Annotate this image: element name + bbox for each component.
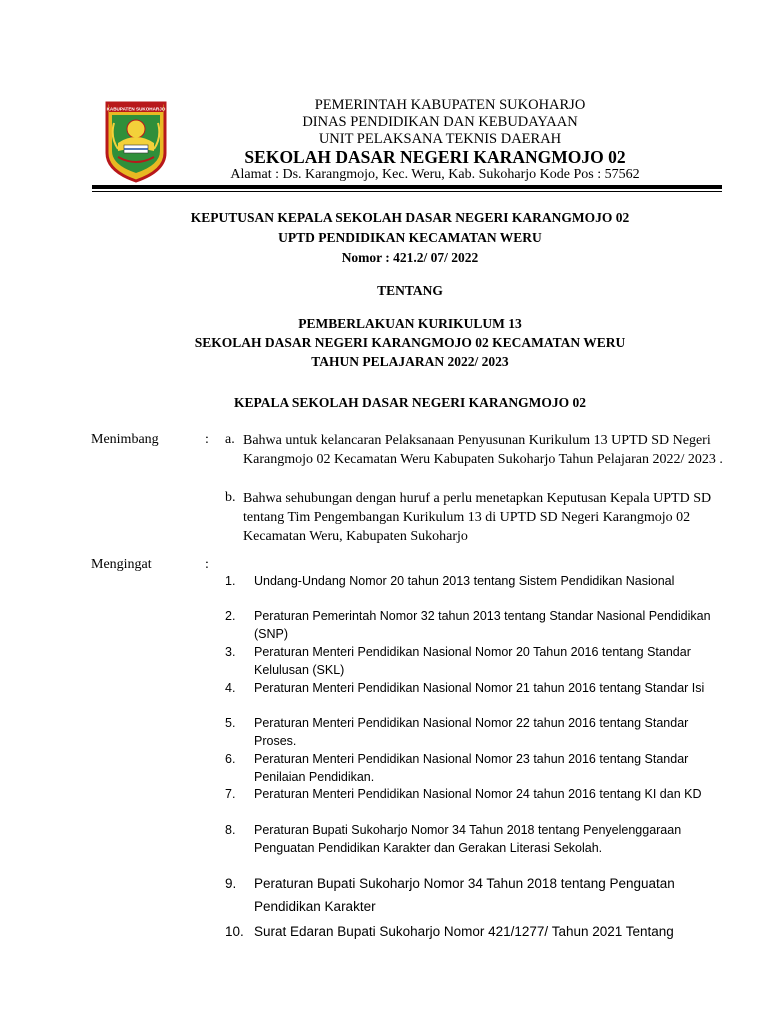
menimbang-letter: b. <box>225 490 236 505</box>
decree-subject-line2: SEKOLAH DASAR NEGERI KARANGMOJO 02 KECAMATAN WERU <box>194 335 626 350</box>
menimbang-item: Bahwa sehubungan dengan huruf a perlu menetapkan Keputusan Kepala UPTD SD tentang Tim Pengembangan Kurikulum 13 di UPTD SD Negeri Karangmojo 02 Kecamatan Weru, Kabupaten Sukoharjo <box>243 491 712 544</box>
mengingat-label: Mengingat <box>91 557 152 572</box>
decree-subject-line3: TAHUN PELAJARAN 2022/ 2023 <box>311 354 509 369</box>
mengingat-item: Peraturan Pemerintah Nomor 32 tahun 2013 tentang Standar Nasional Pendidikan (SNP) <box>254 609 711 641</box>
mengingat-number: 8. <box>225 823 236 837</box>
decree-issuer: KEPALA SEKOLAH DASAR NEGERI KARANGMOJO 02 <box>234 395 586 410</box>
mengingat-item: Undang-Undang Nomor 20 tahun 2013 tentang Sistem Pendidikan Nasional <box>254 574 675 588</box>
letterhead-department: DINAS PENDIDIKAN DAN KEBUDAYAAN <box>302 114 578 130</box>
mengingat-item: Peraturan Bupati Sukoharjo Nomor 34 Tahun 2018 tentang Penyelenggaraan Penguatan Pendidikan Karakter dan Gerakan Literasi Sekolah. <box>254 823 682 855</box>
mengingat-number: 4. <box>225 681 236 695</box>
menimbang-letter: a. <box>225 432 235 447</box>
letterhead-unit: UNIT PELAKSANA TEKNIS DAERAH <box>318 131 562 147</box>
mengingat-item: Peraturan Menteri Pendidikan Nasional Nomor 22 tahun 2016 tentang Standar Proses. <box>254 716 689 748</box>
emblem-text: KABUPATEN SUKOHARJO <box>106 106 166 112</box>
letterhead-school-name: SEKOLAH DASAR NEGERI KARANGMOJO 02 <box>244 147 626 167</box>
mengingat-number: 10. <box>225 924 244 939</box>
menimbang-label: Menimbang <box>91 432 159 447</box>
menimbang-item: Bahwa untuk kelancaran Pelaksanaan Penyusunan Kurikulum 13 UPTD SD Negeri Karangmojo 02 Kecamatan Weru Kabupaten Sukoharjo Tahun Pelajaran 2022/ 2023 . <box>243 433 723 467</box>
mengingat-number: 7. <box>225 787 236 801</box>
letterhead-address: Alamat : Ds. Karangmojo, Kec. Weru, Kab. Sukoharjo Kode Pos : 57562 <box>230 167 640 182</box>
letterhead-government: PEMERINTAH KABUPATEN SUKOHARJO <box>314 97 586 113</box>
mengingat-colon: : <box>205 557 209 572</box>
decree-number: Nomor : 421.2/ 07/ 2022 <box>341 250 479 265</box>
mengingat-item: Peraturan Menteri Pendidikan Nasional Nomor 21 tahun 2016 tentang Standar Isi <box>254 681 705 695</box>
mengingat-number: 2. <box>225 609 236 623</box>
mengingat-number: 1. <box>225 574 236 588</box>
mengingat-number: 6. <box>225 752 236 766</box>
letterhead-divider-thick <box>92 185 722 189</box>
mengingat-item: Surat Edaran Bupati Sukoharjo Nomor 421/1277/ Tahun 2021 Tentang <box>254 924 674 939</box>
mengingat-number: 9. <box>225 876 237 891</box>
mengingat-item: Peraturan Menteri Pendidikan Nasional Nomor 20 Tahun 2016 tentang Standar Kelulusan (SKL) <box>254 645 691 677</box>
regency-emblem-logo <box>104 101 168 183</box>
decree-title-line1: KEPUTUSAN KEPALA SEKOLAH DASAR NEGERI KARANGMOJO 02 <box>190 210 630 225</box>
decree-tentang: TENTANG <box>377 283 443 298</box>
decree-title-line2: UPTD PENDIDIKAN KECAMATAN WERU <box>278 230 542 245</box>
mengingat-number: 3. <box>225 645 236 659</box>
menimbang-colon: : <box>205 432 209 447</box>
mengingat-item: Peraturan Menteri Pendidikan Nasional Nomor 24 tahun 2016 tentang KI dan KD <box>254 787 702 801</box>
mengingat-number: 5. <box>225 716 236 730</box>
mengingat-item: Peraturan Menteri Pendidikan Nasional Nomor 23 tahun 2016 tentang Standar Penilaian Pendidikan. <box>254 752 689 784</box>
letterhead-divider-thin <box>92 191 722 192</box>
decree-subject-line1: PEMBERLAKUAN KURIKULUM 13 <box>298 316 522 331</box>
mengingat-item: Peraturan Bupati Sukoharjo Nomor 34 Tahun 2018 tentang Penguatan Pendidikan Karakter <box>254 876 675 914</box>
